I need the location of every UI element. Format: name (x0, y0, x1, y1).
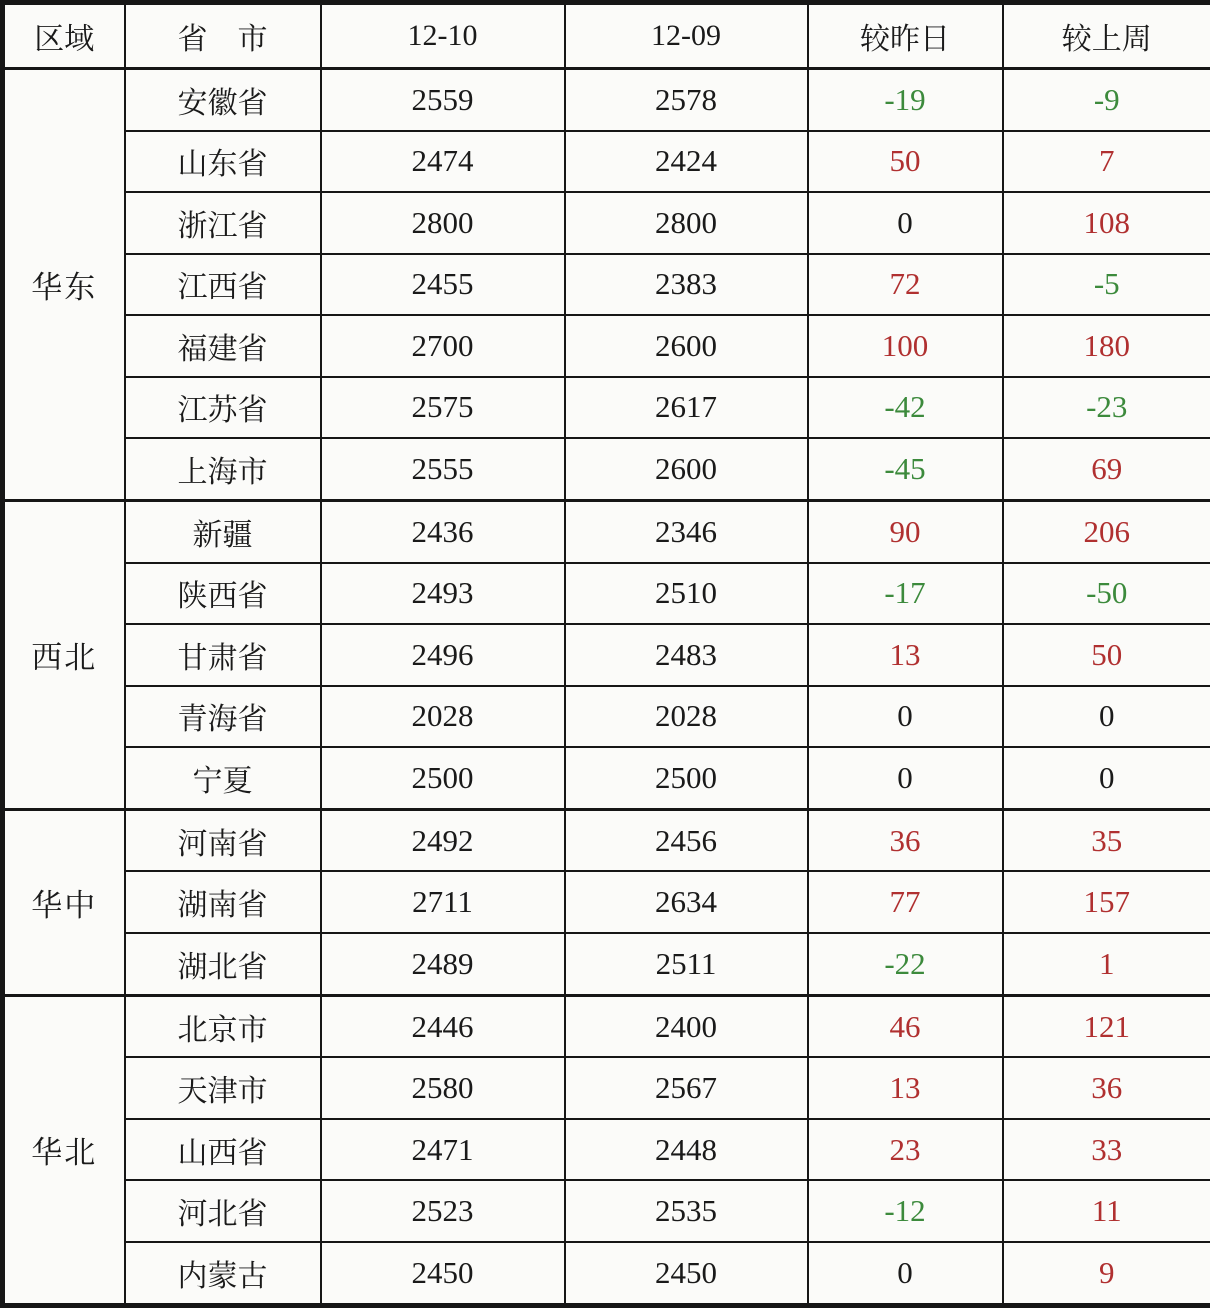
price-12-10-cell: 2436 (321, 500, 565, 562)
vs-last-week-cell: 1 (1003, 933, 1210, 995)
col-header-date-12-10: 12-10 (321, 3, 565, 69)
province-cell: 福建省 (125, 315, 321, 377)
province-cell: 内蒙古 (125, 1242, 321, 1306)
vs-yesterday-cell: 23 (808, 1119, 1003, 1181)
province-cell: 新疆 (125, 500, 321, 562)
price-12-10-cell: 2455 (321, 254, 565, 316)
table-row (3, 809, 1210, 871)
vs-yesterday-cell: -45 (808, 438, 1003, 500)
vs-yesterday-cell: -17 (808, 563, 1003, 625)
vs-last-week-cell: 11 (1003, 1180, 1210, 1242)
vs-yesterday-cell: 100 (808, 315, 1003, 377)
province-cell: 青海省 (125, 686, 321, 748)
vs-yesterday-cell: 50 (808, 131, 1003, 193)
province-cell: 浙江省 (125, 192, 321, 254)
table-row (3, 192, 1210, 254)
price-12-09-cell: 2510 (565, 563, 808, 625)
vs-yesterday-cell: -12 (808, 1180, 1003, 1242)
price-12-10-cell: 2800 (321, 192, 565, 254)
province-cell: 湖南省 (125, 871, 321, 933)
table-row (3, 377, 1210, 439)
vs-last-week-cell: 50 (1003, 624, 1210, 686)
price-12-09-cell: 2567 (565, 1057, 808, 1119)
vs-last-week-cell: 121 (1003, 995, 1210, 1057)
province-cell: 湖北省 (125, 933, 321, 995)
region-cell: 华中 (3, 809, 125, 995)
vs-last-week-cell: 157 (1003, 871, 1210, 933)
price-12-09-cell: 2400 (565, 995, 808, 1057)
vs-last-week-cell: 0 (1003, 747, 1210, 809)
price-12-10-cell: 2575 (321, 377, 565, 439)
col-header-province: 省 市 (125, 3, 321, 69)
price-12-10-cell: 2450 (321, 1242, 565, 1306)
price-12-09-cell: 2634 (565, 871, 808, 933)
table-row (3, 254, 1210, 316)
province-cell: 天津市 (125, 1057, 321, 1119)
table-row (3, 686, 1210, 748)
table-body (3, 69, 1210, 1306)
vs-yesterday-cell: -19 (808, 69, 1003, 131)
price-12-10-cell: 2700 (321, 315, 565, 377)
price-12-10-cell: 2711 (321, 871, 565, 933)
price-12-10-cell: 2489 (321, 933, 565, 995)
table-row (3, 933, 1210, 995)
vs-yesterday-cell: 13 (808, 624, 1003, 686)
price-12-09-cell: 2500 (565, 747, 808, 809)
col-header-vs-yesterday: 较昨日 (808, 3, 1003, 69)
price-12-09-cell: 2456 (565, 809, 808, 871)
price-12-09-cell: 2600 (565, 315, 808, 377)
vs-last-week-cell: 0 (1003, 686, 1210, 748)
price-12-10-cell: 2028 (321, 686, 565, 748)
price-12-10-cell: 2496 (321, 624, 565, 686)
table-row (3, 995, 1210, 1057)
vs-last-week-cell: 9 (1003, 1242, 1210, 1306)
price-12-10-cell: 2492 (321, 809, 565, 871)
vs-last-week-cell: 33 (1003, 1119, 1210, 1181)
vs-last-week-cell: 180 (1003, 315, 1210, 377)
vs-yesterday-cell: 0 (808, 1242, 1003, 1306)
col-header-region: 区域 (3, 3, 125, 69)
price-12-09-cell: 2800 (565, 192, 808, 254)
price-12-09-cell: 2511 (565, 933, 808, 995)
table-row (3, 69, 1210, 131)
vs-last-week-cell: 69 (1003, 438, 1210, 500)
price-12-09-cell: 2600 (565, 438, 808, 500)
price-12-09-cell: 2578 (565, 69, 808, 131)
table-row (3, 563, 1210, 625)
province-cell: 宁夏 (125, 747, 321, 809)
province-cell: 甘肃省 (125, 624, 321, 686)
price-12-10-cell: 2474 (321, 131, 565, 193)
price-12-09-cell: 2483 (565, 624, 808, 686)
table-row (3, 438, 1210, 500)
price-12-10-cell: 2471 (321, 1119, 565, 1181)
price-12-10-cell: 2559 (321, 69, 565, 131)
table-row (3, 1119, 1210, 1181)
table-row (3, 624, 1210, 686)
price-12-09-cell: 2383 (565, 254, 808, 316)
table-row (3, 500, 1210, 562)
region-cell: 西北 (3, 500, 125, 809)
vs-last-week-cell: 36 (1003, 1057, 1210, 1119)
vs-yesterday-cell: 72 (808, 254, 1003, 316)
price-12-10-cell: 2523 (321, 1180, 565, 1242)
province-cell: 河北省 (125, 1180, 321, 1242)
vs-last-week-cell: 206 (1003, 500, 1210, 562)
price-12-10-cell: 2446 (321, 995, 565, 1057)
price-12-09-cell: 2617 (565, 377, 808, 439)
price-12-10-cell: 2493 (321, 563, 565, 625)
col-header-vs-last-week: 较上周 (1003, 3, 1210, 69)
vs-yesterday-cell: 77 (808, 871, 1003, 933)
vs-yesterday-cell: 0 (808, 192, 1003, 254)
province-cell: 山西省 (125, 1119, 321, 1181)
vs-yesterday-cell: 0 (808, 686, 1003, 748)
vs-yesterday-cell: 90 (808, 500, 1003, 562)
vs-yesterday-cell: -42 (808, 377, 1003, 439)
price-12-09-cell: 2448 (565, 1119, 808, 1181)
province-cell: 江西省 (125, 254, 321, 316)
vs-last-week-cell: -9 (1003, 69, 1210, 131)
price-12-09-cell: 2346 (565, 500, 808, 562)
price-12-09-cell: 2450 (565, 1242, 808, 1306)
province-cell: 河南省 (125, 809, 321, 871)
vs-yesterday-cell: 13 (808, 1057, 1003, 1119)
col-header-date-12-09: 12-09 (565, 3, 808, 69)
vs-last-week-cell: 108 (1003, 192, 1210, 254)
price-12-09-cell: 2535 (565, 1180, 808, 1242)
table-row (3, 1057, 1210, 1119)
vs-yesterday-cell: 46 (808, 995, 1003, 1057)
vs-last-week-cell: 35 (1003, 809, 1210, 871)
province-cell: 山东省 (125, 131, 321, 193)
vs-yesterday-cell: 36 (808, 809, 1003, 871)
header-row (3, 3, 1210, 69)
vs-yesterday-cell: -22 (808, 933, 1003, 995)
vs-last-week-cell: 7 (1003, 131, 1210, 193)
region-cell: 华北 (3, 995, 125, 1305)
vs-last-week-cell: -50 (1003, 563, 1210, 625)
province-cell: 江苏省 (125, 377, 321, 439)
province-cell: 陕西省 (125, 563, 321, 625)
table-row (3, 747, 1210, 809)
table-row (3, 871, 1210, 933)
price-12-10-cell: 2500 (321, 747, 565, 809)
vs-last-week-cell: -5 (1003, 254, 1210, 316)
table-row (3, 1180, 1210, 1242)
price-12-09-cell: 2424 (565, 131, 808, 193)
price-12-09-cell: 2028 (565, 686, 808, 748)
table-row (3, 315, 1210, 377)
vs-last-week-cell: -23 (1003, 377, 1210, 439)
vs-yesterday-cell: 0 (808, 747, 1003, 809)
price-12-10-cell: 2555 (321, 438, 565, 500)
price-12-10-cell: 2580 (321, 1057, 565, 1119)
table-row (3, 1242, 1210, 1306)
table-row (3, 131, 1210, 193)
region-cell: 华东 (3, 69, 125, 501)
province-cell: 安徽省 (125, 69, 321, 131)
province-cell: 北京市 (125, 995, 321, 1057)
province-cell: 上海市 (125, 438, 321, 500)
